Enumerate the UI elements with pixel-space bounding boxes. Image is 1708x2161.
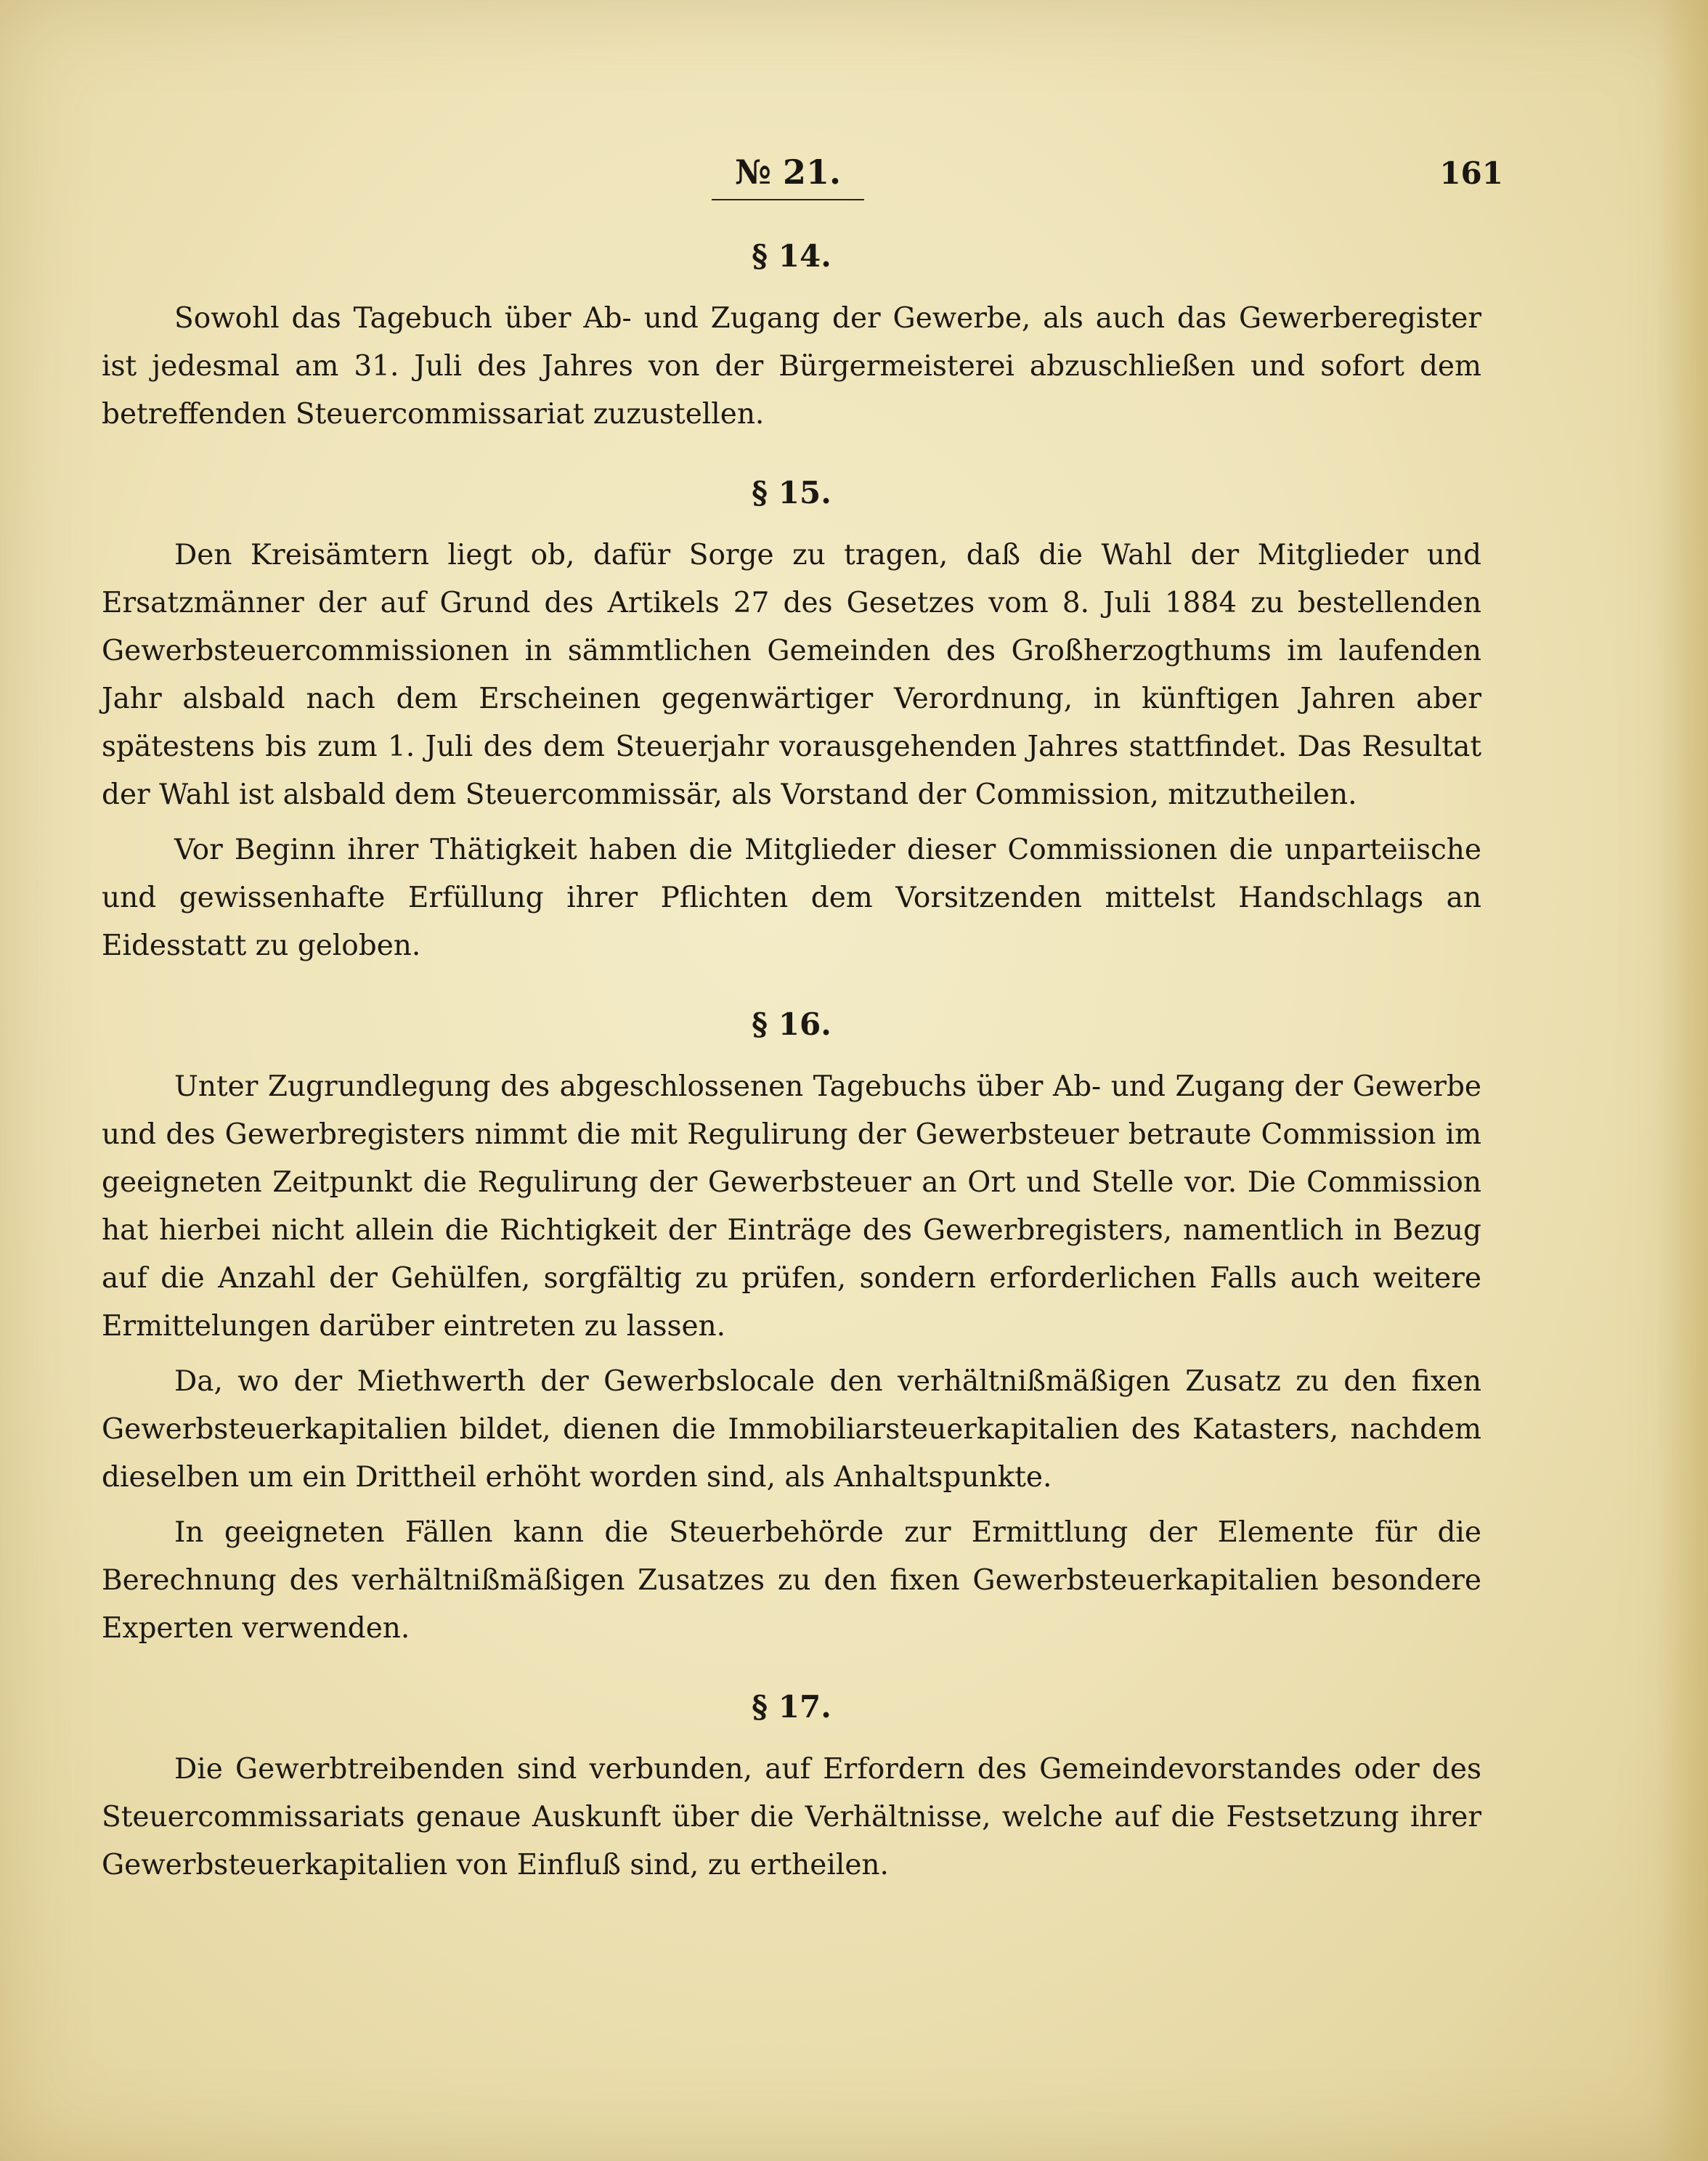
paragraph-15-2: Vor Beginn ihrer Thätigkeit haben die Mitglieder dieser Commissionen die unparteiische und gewissenhafte Erfüllung ihrer Pflichten dem Vorsitzenden mittelst Handschlags an Eidesstatt zu geloben. (102, 834, 1481, 962)
paragraph-16-3: In geeigneten Fällen kann die Steuerbehörde zur Ermittlung der Elemente für die Berechnung des verhältnißmäßigen Zusatzes zu den fixen Gewerbsteuerkapitalien besondere Experten verwenden. (102, 1516, 1481, 1645)
page-number: 161 (1439, 155, 1503, 191)
issue-number: № 21. (712, 152, 864, 200)
section-heading-16: § 16. (752, 1006, 831, 1042)
paragraph-16-2: Da, wo der Miethwerth der Gewerbslocale den verhältnißmäßigen Zusatz zu den fixen Gewerbsteuerkapitalien bildet, dienen die Immobiliarsteuerkapitalien des Katasters, nachdem dieselben um ein Drittheil erhöht worden sind, als Anhaltspunkte. (102, 1365, 1481, 1494)
section-heading-17: § 17. (752, 1689, 831, 1725)
page-header (0, 152, 1708, 218)
section-heading-15: § 15. (752, 475, 831, 510)
paragraph-15-1: Den Kreisämtern liegt ob, dafür Sorge zu tragen, daß die Wahl der Mitglieder und Ersatzmänner der auf Grund des Artikels 27 des Gesetzes vom 8. Juli 1884 zu bestellenden Gewerbsteuercommissionen in sämmtlichen Gemeinden des Großherzogthums im laufenden Jahr alsbald nach dem Erscheinen gegenwärtiger Verordnung, in künftigen Jahren aber spätestens bis zum 1. Juli des dem Steuerjahr vorausgehenden Jahres stattfindet. Das Resultat der Wahl ist alsbald dem Steuercommissär, als Vorstand der Commission, mitzutheilen. (102, 539, 1481, 811)
paragraph-17-1: Die Gewerbtreibenden sind verbunden, auf Erfordern des Gemeindevorstandes oder des Steuercommissariats genaue Auskunft über die Verhältnisse, welche auf die Festsetzung ihrer Gewerbsteuerkapitalien von Einfluß sind, zu ertheilen. (102, 1753, 1481, 1881)
paragraph-16-1: Unter Zugrundlegung des abgeschlossenen Tagebuchs über Ab- und Zugang der Gewerbe und des Gewerbregisters nimmt die mit Regulirung der Gewerbsteuer betraute Commission im geeigneten Zeitpunkt die Regulirung der Gewerbsteuer an Ort und Stelle vor. Die Commission hat hierbei nicht allein die Richtigkeit der Einträge des Gewerbregisters, namentlich in Bezug auf die Anzahl der Gehülfen, sorgfältig zu prüfen, sondern erforderlichen Falls auch weitere Ermittelungen darüber eintreten zu lassen. (102, 1070, 1481, 1343)
section-heading-14: § 14. (752, 238, 831, 274)
paragraph-14-1: Sowohl das Tagebuch über Ab- und Zugang der Gewerbe, als auch das Gewerberegister ist jedesmal am 31. Juli des Jahres von der Bürgermeisterei abzuschließen und sofort dem betreffenden Steuercommissariat zuzustellen. (102, 302, 1481, 431)
document-body (102, 232, 1481, 1889)
